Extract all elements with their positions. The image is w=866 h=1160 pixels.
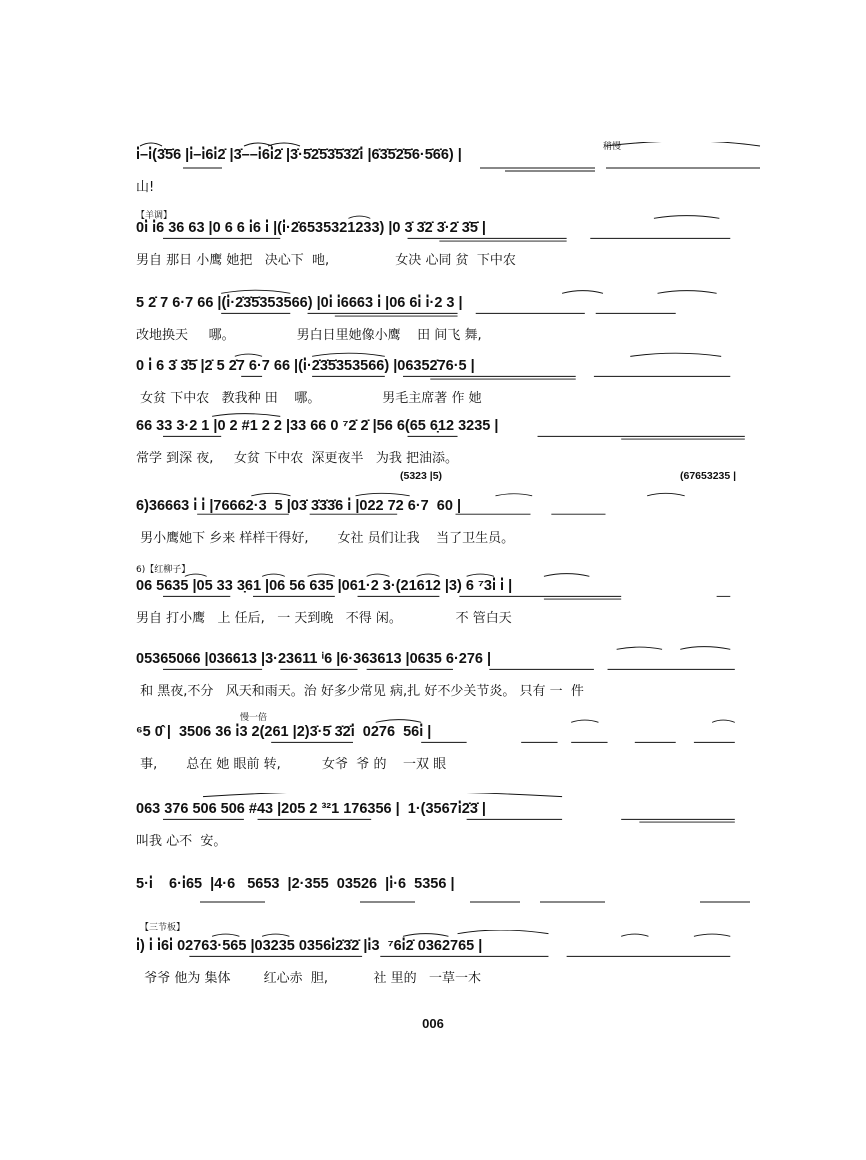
tempo-marking: 稍慢	[603, 142, 622, 152]
lyric-line: 和 黑夜,不分 风天和雨天。治 好多少常见 病,扎 好不少关节炎。 只有 一 件	[136, 684, 584, 699]
bracket-note: (5323 |5)	[400, 470, 443, 482]
notation-line: 0 i̇ 6 3̇ 3̇5̇ |2̇ 5 2̇7 6·7 66 |(i̇·2̇3̇5̇353566) |06352̇76·5 |	[136, 358, 475, 374]
system-9	[0, 713, 866, 772]
system-8	[0, 643, 866, 698]
notation-line: i̇–i̇(3̇5̇6 |i̇–i̇6i̇2̇ |3̇––i̇6i̇2̇ |3̇·5̇2̇5̇3̇5̇3̇2̇i̇ |6̇3̇5̇2̇5̇6·5̇6̇6) |	[136, 147, 462, 163]
lyric-line: 女贫 下中农 教我种 田 哪。 男毛主席著 作 她	[136, 391, 482, 406]
lyric-line: 常学 到深 夜, 女贫 下中农 深更夜半 为我 把油添。	[136, 451, 458, 466]
system-1	[0, 142, 866, 195]
system-5	[0, 410, 866, 465]
page-number: 006	[422, 1016, 444, 1031]
notation-marks	[0, 716, 866, 766]
system-3	[0, 287, 866, 342]
notation-marks	[0, 142, 866, 192]
section-label: 【羊调】	[136, 211, 173, 221]
system-4	[0, 350, 866, 405]
system-11	[0, 868, 866, 908]
notation-line: i̇) i̇ i̇6i̇ 02763·565 |03235 0356i̇2̇3̇2̇ |i̇3 ⁷6i̇2̇ 0362765 |	[136, 938, 483, 954]
section-label: 【三节板】	[140, 923, 186, 933]
notation-line: 06 5635 |05 33 3̣61 |06 56 635 |061·2 3·(21612 |3) 6 ⁷3i̇ i̇ |	[136, 578, 513, 594]
bracket-note: (67653235 |	[680, 470, 737, 482]
notation-marks	[0, 643, 866, 693]
notation-line: 0i̇ i̇6 36 63 |0 6 6 i̇6 i̇ |(i̇·2̇6535321233) |0 3̇ 3̇2̇ 3̇·2̇ 3̇5̇ |	[136, 220, 486, 236]
notation-line: 5 2̇ 7 6·7 66 |(i̇·2̇3̇5̇353566) |0i̇ i̇6663 i̇ |06 6i̇ i̇·2 3 |	[136, 295, 463, 311]
lyric-line: 山!	[136, 180, 155, 195]
lyric-line: 男自 打小鹰 上 任后, 一 天到晚 不得 闲。 不 管白天	[136, 611, 512, 626]
notation-line: 05365066 |036613 |3·23611 ⁱ6 |6·363613 |0635 6·276 |	[136, 651, 492, 667]
notation-line: 66 33 3·2 1 |0 2 #1 2 2 |33 66 0 ⁷2̇ 2̇ |56 6(65 6̣12 3235 |	[136, 418, 499, 434]
lyric-line: 男小鹰她下 乡来 样样干得好, 女社 员们让我 当了卫生员。	[136, 531, 515, 546]
notation-marks	[0, 410, 866, 460]
notation-marks	[0, 930, 866, 980]
notation-marks	[0, 868, 866, 918]
notation-line: 5·i̇ 6·i̇65 |4·6 5653 |2·355 03526 |i̇·6 5356 |	[136, 876, 455, 892]
system-12	[0, 923, 866, 986]
system-6	[0, 470, 866, 550]
notation-marks	[0, 212, 866, 262]
lyric-line: 事, 总在 她 眼前 转, 女爷 爷 的 一双 眼	[136, 757, 447, 772]
tempo-marking: 慢一倍	[240, 713, 268, 723]
notation-marks	[0, 490, 866, 540]
lyric-line: 叫我 心不 安。	[136, 834, 227, 849]
notation-line: ⁶5 0̂ | 3506 36 i̇3 2(261 |2)3̇·5̇ 3̇2̇i̇ 0276 56i̇ |	[136, 724, 432, 740]
lyric-line: 爷爷 他为 集体 红心赤 胆, 社 里的 一草一木	[136, 971, 481, 986]
notation-line: 063 376 506 506 #43 |205 2 ³²1 176356 | 1·(3567i̇2̇3̇ |	[136, 801, 486, 817]
notation-marks	[0, 570, 866, 620]
section-label: 6)【红柳子】	[136, 565, 191, 575]
notation-marks	[0, 350, 866, 400]
notation-marks	[0, 287, 866, 337]
notation-marks	[0, 793, 866, 843]
system-10	[0, 793, 866, 848]
lyric-line: 改地换天 哪。 男白日里她像小鹰 田 间飞 舞,	[136, 328, 482, 343]
lyric-line: 男自 那日 小鹰 她把 决心下 吔, 女决 心同 贫 下中农	[136, 253, 516, 268]
system-7	[0, 565, 866, 626]
system-2	[0, 212, 866, 267]
notation-line: 6)36663 i̇ i̇ |76662·3 5 |03̇ 3̇3̇3̇6 i̇ |022 72 6·7 60 |	[136, 498, 461, 514]
